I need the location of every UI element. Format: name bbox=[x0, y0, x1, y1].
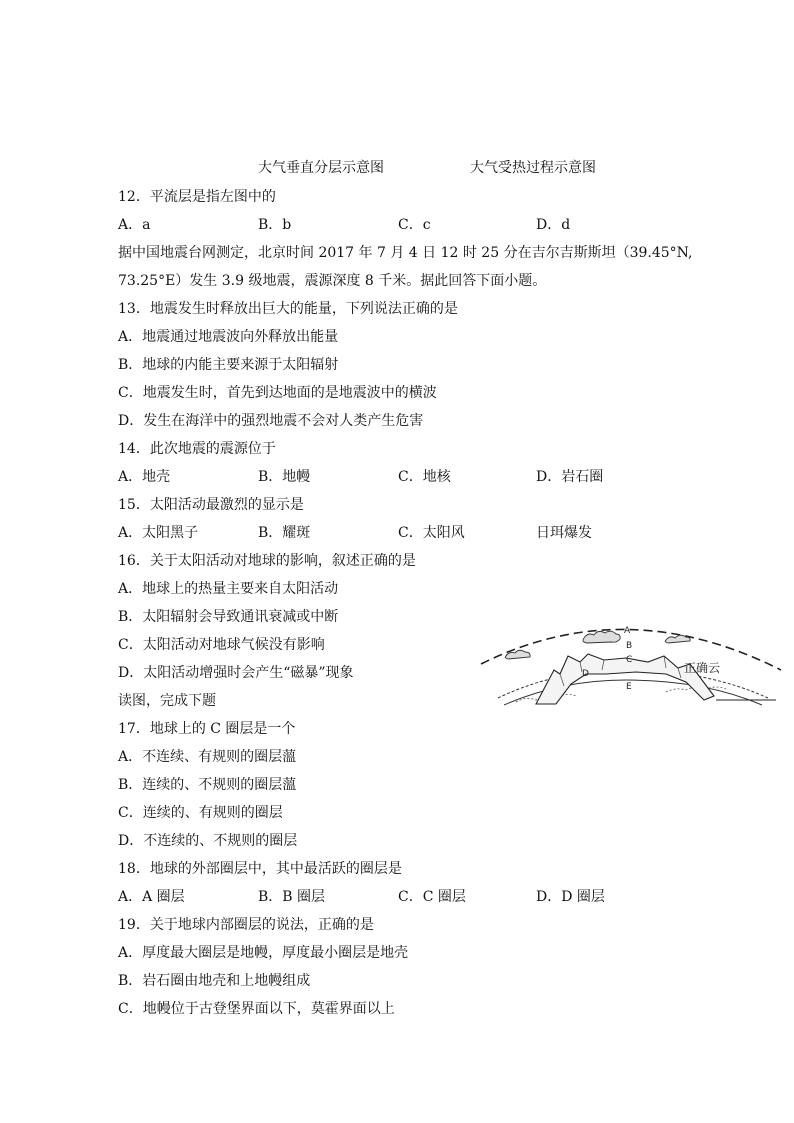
q12-option-b: B．b bbox=[258, 217, 292, 233]
question-14-options bbox=[118, 467, 738, 487]
question-17-stem: 17．地球上的 C 圈层是一个 bbox=[118, 721, 296, 737]
q16-option-a: A．地球上的热量主要来自太阳活动 bbox=[118, 581, 339, 597]
question-13-stem: 13．地震发生时释放出巨大的能量，下列说法正确的是 bbox=[118, 301, 458, 317]
earth-spheres-diagram bbox=[476, 612, 786, 712]
label-a: A bbox=[624, 626, 631, 636]
label-b: B bbox=[626, 641, 633, 651]
read-diagram-prompt: 读图，完成下题 bbox=[118, 693, 216, 709]
q16-option-d: D．太阳活动增强时会产生“磁暴”现象 bbox=[118, 665, 354, 681]
q16-option-b: B．太阳辐射会导致通讯衰减或中断 bbox=[118, 609, 339, 625]
q18-option-a: A．A 圈层 bbox=[118, 889, 185, 905]
q15-option-a: A．太阳黑子 bbox=[118, 525, 199, 541]
question-12-stem: 12．平流层是指左图中的 bbox=[118, 189, 276, 205]
label-c: C bbox=[626, 655, 633, 665]
q13-option-b: B．地球的内能主要来源于太阳辐射 bbox=[118, 357, 339, 373]
q15-option-d: 日珥爆发 bbox=[536, 525, 592, 541]
q13-option-d: D．发生在海洋中的强烈地震不会对人类产生危害 bbox=[118, 413, 424, 429]
question-18-options bbox=[118, 887, 738, 907]
q17-option-c: C．连续的、有规则的圈层 bbox=[118, 805, 283, 821]
q18-option-c: C．C 圈层 bbox=[398, 889, 466, 905]
q15-option-b: B．耀斑 bbox=[258, 525, 311, 541]
q17-option-b: B．连续的、不规则的圈层薀 bbox=[118, 777, 297, 793]
q12-option-d: D．d bbox=[536, 217, 571, 233]
label-e: E bbox=[626, 682, 632, 692]
cloud-text-label: 正确云 bbox=[684, 661, 721, 675]
question-15-options bbox=[118, 523, 738, 543]
passage-line-1: 据中国地震台网测定，北京时间 2017 年 7 月 4 日 12 时 25 分在吉尔吉斯斯坦（39.45°N, bbox=[118, 245, 693, 261]
question-15-stem: 15．太阳活动最激烈的显示是 bbox=[118, 497, 304, 513]
q19-option-a: A．厚度最大圈层是地幔，厚度最小圈层是地壳 bbox=[118, 945, 409, 961]
earth-spheres-svg bbox=[476, 612, 786, 712]
q15-option-c: C．太阳风 bbox=[398, 525, 465, 541]
label-d: D bbox=[582, 669, 589, 679]
cloud-left-icon bbox=[583, 631, 620, 643]
q13-option-c: C．地震发生时，首先到达地面的是地震波中的横波 bbox=[118, 385, 437, 401]
hydrosphere-band-upper bbox=[498, 670, 768, 698]
question-14-stem: 14．此次地震的震源位于 bbox=[118, 441, 276, 457]
question-12-options bbox=[118, 215, 738, 235]
question-19-stem: 19．关于地球内部圈层的说法，正确的是 bbox=[118, 917, 374, 933]
q14-option-c: C．地核 bbox=[398, 469, 451, 485]
question-16-stem: 16．关于太阳活动对地球的影响，叙述正确的是 bbox=[118, 553, 416, 569]
q16-option-c: C．太阳活动对地球气候没有影响 bbox=[118, 637, 325, 653]
q19-option-b: B．岩石圈由地壳和上地幔组成 bbox=[118, 973, 311, 989]
passage-line-2: 73.25°E）发生 3.9 级地震，震源深度 8 千米。据此回答下面小题。 bbox=[118, 273, 547, 289]
q18-option-b: B．B 圈层 bbox=[258, 889, 326, 905]
q14-option-d: D．岩石圈 bbox=[536, 469, 604, 485]
caption-atmosphere-layers: 大气垂直分层示意图 bbox=[258, 160, 384, 176]
q14-option-a: A．地壳 bbox=[118, 469, 171, 485]
q12-option-c: C．c bbox=[398, 217, 431, 233]
caption-atmosphere-heating: 大气受热过程示意图 bbox=[470, 160, 596, 176]
q14-option-b: B．地幔 bbox=[258, 469, 311, 485]
q19-option-c: C．地幔位于古登堡界面以下，莫霍界面以上 bbox=[118, 1001, 395, 1017]
q18-option-d: D．D 圈层 bbox=[536, 889, 605, 905]
q17-option-a: A．不连续、有规则的圈层薀 bbox=[118, 749, 297, 765]
q17-option-d: D．不连续的、不规则的圈层 bbox=[118, 833, 298, 849]
q12-option-a: A．a bbox=[118, 217, 151, 233]
question-18-stem: 18．地球的外部圈层中，其中最活跃的圈层是 bbox=[118, 861, 402, 877]
q13-option-a: A．地震通过地震波向外释放出能量 bbox=[118, 329, 339, 345]
